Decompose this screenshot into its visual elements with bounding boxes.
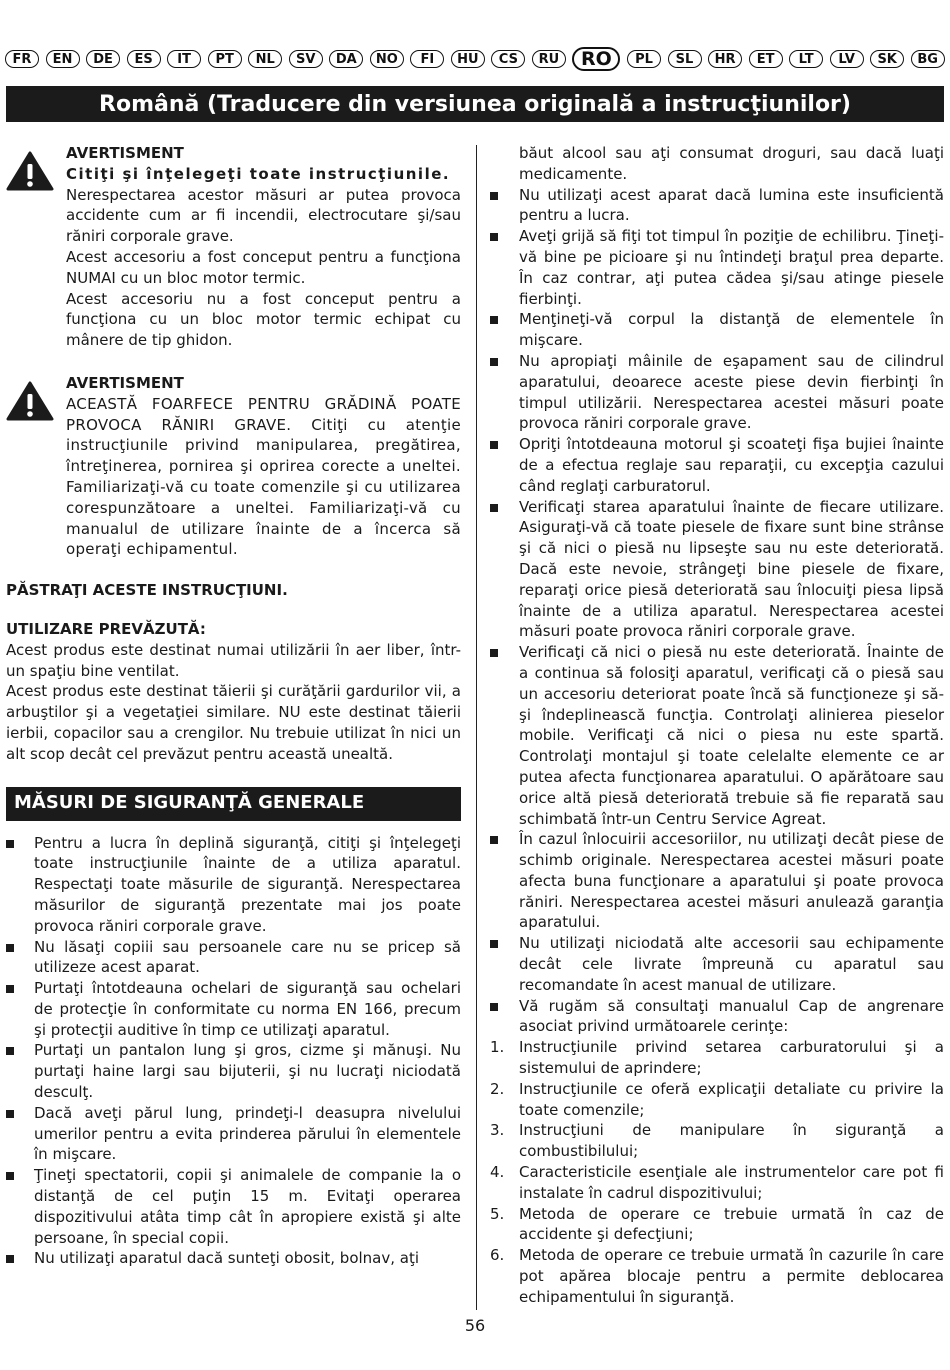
language-bar: [5, 47, 945, 71]
numbered-item: [490, 1245, 944, 1307]
numbered-text: Instrucţiuni de manipulare în siguranţă a combustibilului;: [519, 1121, 944, 1161]
page-title: Română (Traducere din versiunea originală a instrucţiunilor): [6, 86, 944, 122]
bullet-item: [490, 434, 944, 496]
bullet-text: Vă rugăm să consultaţi manualul Cap de angrenare asociat privind următoarele cerinţe:: [519, 996, 944, 1036]
bullet-text: În cazul înlocuirii accesoriilor, nu utilizaţi decât piese de schimb originale. Nerespectarea acestei măsuri poate afecta buna funcţionare a aparatului şi poate provoca răniri. Nerespectarea acestei măsuri anulează garanţia aparatului.: [519, 830, 944, 932]
bullet-item: [6, 1248, 461, 1269]
item-number: 4.: [490, 1163, 505, 1182]
left-column: [6, 143, 461, 1269]
bullet-item: [490, 309, 944, 351]
bullet-text: Nu utilizaţi acest aparat dacă lumina este insuficientă pentru a lucra.: [519, 185, 944, 225]
bullet-text: Purtaţi întotdeauna ochelari de siguranţă sau ochelari de protecţie în conformitate cu norma EN 166, precum şi protecţii auditive în timp ce utilizaţi aparatul.: [34, 979, 461, 1039]
bullet-text: Nu apropiaţi mâinile de eşapament sau de cilindrul aparatului, deoarece aceste piese devin fierbinţi în timpul utilizării. Nerespectarea acestei măsuri poate provoca răniri corporale grave.: [519, 351, 944, 433]
page-number: 56: [464, 1316, 486, 1335]
bullet-text: Verificaţi că nici o piesă nu este deteriorată. Înainte de a continua să folosiţi aparatul, verificaţi că o piesă sau un accesoriu deteriorat poate încă să funcţioneze şi să-şi îndeplinească funcţia. Controlaţi alinierea pieselor mobile. Verificaţi că nici o piesa nu este spartă. Controlaţi montajul şi toate celelalte elemente ce ar putea afecta funcţionarea aparatului. O apărătoare sau orice altă piesă deteriorată trebuie să fie reparată sau schimbată într-un Centru Service Agreat.: [519, 643, 944, 828]
right-column: [490, 143, 944, 1308]
numbered-text: Instrucţiunile ce oferă explicaţii detaliate cu privire la toate comenzile;: [519, 1079, 944, 1119]
warning-2-title: AVERTISMENT: [66, 373, 184, 392]
bullet-item: [6, 978, 461, 1040]
language-tab-it[interactable]: IT: [167, 50, 201, 68]
language-tab-fr[interactable]: FR: [5, 50, 39, 68]
intended-use-p2: Acest produs este destinat tăierii şi curăţării gardurilor vii, a arbuştilor şi a vegetaţiei similare. NU este destinat tăierii ierbii, copacilor sau a crengilor. Nu trebuie utilizat în nici un alt scop decât cel prevăzut pentru această unealtă.: [6, 682, 461, 763]
bullet-item: [490, 829, 944, 933]
numbered-item: [490, 1079, 944, 1121]
square-bullet-icon: [490, 642, 519, 829]
square-bullet-icon: [6, 1040, 34, 1102]
bullet-text: Nu lăsaţi copiii sau persoanele care nu se pricep să utilizeze acest aparat.: [34, 937, 461, 977]
square-bullet-icon: [490, 829, 519, 933]
section-heading: MĂSURI DE SIGURANŢĂ GENERALE: [6, 787, 461, 821]
language-tab-bg[interactable]: BG: [911, 50, 945, 68]
bullet-text: Opriţi întotdeauna motorul şi scoateţi fişa bujiei înainte de a efectua reglaje sau reparaţii, cu excepţia cazului când reglaţi carburatorul.: [519, 435, 944, 495]
bullet-item: [490, 996, 944, 1038]
bullet-item: [6, 937, 461, 979]
bullet-text: Menţineţi-vă corpul la distanţă de elementele în mişcare.: [519, 310, 944, 350]
language-tab-hr[interactable]: HR: [708, 50, 742, 68]
language-tab-sv[interactable]: SV: [289, 50, 323, 68]
bullet-item: [6, 833, 461, 937]
warning-1-bold-line: Citiţi şi înţelegeţi toate instrucţiunile.: [66, 164, 451, 183]
square-bullet-icon: [6, 937, 34, 979]
bullet-text: Pentru a lucra în deplină siguranţă, citiţi şi înţelegeţi toate instrucţiunile înainte de a utiliza aparatul. Respectaţi toate măsurile de siguranţă. Nerespectarea măsurilor de siguranţă prezentate mai jos poate provoca răniri corporale grave.: [34, 833, 461, 935]
language-tab-cs[interactable]: CS: [491, 50, 525, 68]
language-tab-sl[interactable]: SL: [668, 50, 702, 68]
language-tab-fi[interactable]: FI: [410, 50, 444, 68]
bullet-item: [490, 497, 944, 643]
item-number: 1.: [490, 1038, 505, 1057]
language-tab-no[interactable]: NO: [370, 50, 404, 68]
language-tab-lv[interactable]: LV: [830, 50, 864, 68]
language-tab-de[interactable]: DE: [86, 50, 120, 68]
bullet-text: Purtaţi un pantalon lung şi gros, cizme şi mănuşi. Nu purtaţi haine largi sau bijuterii, şi nu lucraţi niciodată desculţ.: [34, 1041, 461, 1102]
square-bullet-icon: [6, 978, 34, 1040]
language-tab-pt[interactable]: PT: [208, 50, 242, 68]
bullet-text: Aveţi grijă să fiţi tot timpul în poziţie de echilibru. Ţineţi-vă bine pe picioare şi nu întindeţi braţul prea departe. În caz contrar, aţi putea cădea şi/sau atinge piesele fierbinţi.: [519, 227, 944, 308]
bullet-item: [6, 1165, 461, 1248]
item-number: 2.: [490, 1079, 505, 1098]
bullet-text: Ţineţi spectatorii, copii şi animalele de companie la o distanţă de cel puţin 15 m. Evitaţi operarea dispozitivului atâta timp cât în apropiere există şi alte persoane, în special copii.: [34, 1166, 461, 1247]
language-tab-et[interactable]: ET: [749, 50, 783, 68]
square-bullet-icon: [6, 1103, 34, 1165]
language-tab-en[interactable]: EN: [46, 50, 80, 68]
bullet-text: Verificaţi starea aparatului înainte de fiecare utilizare. Asiguraţi-vă că toate piesele de fixare sunt bine strânse şi că nici o piesă nu lipseşte sau nu este deteriorată. Dacă este nevoie, strângeţi bine piesele de fixare, reparaţi orice piesă deteriorată sau înlocuiţi piesa lipsă înainte de a utiliza aparatul. Nerespectarea acestei măsuri poate provoca răniri corporale grave.: [519, 497, 944, 641]
warning-2-body: ACEASTĂ FOARFECE PENTRU GRĂDINĂ POATE PROVOCA RĂNIRI GRAVE. Citiţi cu atenţie instrucţiunile privind manipularea, pregătirea, întreţinerea, pornirea şi oprirea corecte a uneltei. Familiarizaţi-vă cu toate comenzile şi cu utilizarea corespunzătoare a uneltei. Familiarizaţi-vă cu manualul de utilizare înainte de a încerca să operaţi echipamentul.: [66, 394, 461, 559]
square-bullet-icon: [6, 1165, 34, 1248]
warning-1-p1: Nerespectarea acestor măsuri ar putea provoca accidente cum ar fi incendii, electrocutare şi/sau răniri corporale grave.: [66, 185, 461, 246]
warning-1-p3: Acest accesoriu nu a fost conceput pentru a funcţiona cu un bloc motor termic echipat cu mânere de tip ghidon.: [66, 289, 461, 350]
warning-1-title: AVERTISMENT: [66, 144, 184, 162]
warning-block-2: [6, 373, 461, 560]
language-tab-pl[interactable]: PL: [627, 50, 661, 68]
numbered-text: Caracteristicile esenţiale ale instrumentelor care pot fi instalate în cadrul dispozitivului;: [519, 1163, 944, 1202]
warning-2-text: [66, 373, 461, 560]
square-bullet-icon: [490, 226, 519, 309]
square-bullet-icon: [490, 309, 519, 351]
bullet-item: [490, 642, 944, 829]
square-bullet-icon: [490, 351, 519, 434]
numbered-text: Metoda de operare ce trebuie urmată în caz de accidente şi defecţiuni;: [519, 1204, 944, 1244]
numbered-list: [490, 1037, 944, 1307]
bullet-item: [490, 933, 944, 995]
item-number: 3.: [490, 1121, 505, 1140]
keep-instructions: PĂSTRAŢI ACESTE INSTRUCŢIUNI.: [6, 581, 288, 600]
warning-1-p2: Acest accesoriu a fost conceput pentru a funcţiona NUMAI cu un bloc motor termic.: [66, 247, 461, 287]
item-number: 6.: [490, 1246, 505, 1265]
numbered-item: [490, 1162, 944, 1204]
warning-block-1: [6, 143, 461, 351]
language-tab-da[interactable]: DA: [329, 50, 363, 68]
square-bullet-icon: [490, 497, 519, 643]
bullet-text: Dacă aveţi părul lung, prindeţi-l deasupra nivelului umerilor pentru a evita prinderea părului în elementele în mişcare.: [34, 1103, 461, 1164]
language-tab-ru[interactable]: RU: [532, 50, 566, 68]
column-divider: [476, 145, 477, 1310]
warning-1-text: [66, 143, 461, 351]
language-tab-sk[interactable]: SK: [870, 50, 904, 68]
bullet-text: Nu utilizaţi aparatul dacă sunteţi obosit, bolnav, aţi: [34, 1249, 420, 1268]
bullet-item: [490, 185, 944, 227]
language-tab-es[interactable]: ES: [127, 50, 161, 68]
bullet-item: [6, 1040, 461, 1102]
bullet-item: [490, 226, 944, 309]
square-bullet-icon: [490, 933, 519, 995]
continuation-item: [490, 143, 944, 185]
item-number: 5.: [490, 1204, 505, 1223]
language-tab-lt[interactable]: LT: [789, 50, 823, 68]
square-bullet-icon: [6, 1248, 34, 1269]
intended-use-heading: UTILIZARE PREVĂZUTĂ:: [6, 619, 206, 638]
left-bullet-list: [6, 833, 461, 1270]
language-tab-nl[interactable]: NL: [248, 50, 282, 68]
square-bullet-icon: [6, 833, 34, 937]
numbered-item: [490, 1120, 944, 1162]
bullet-item: [6, 1103, 461, 1165]
numbered-text: Metoda de operare ce trebuie urmată în cazurile în care pot apărea blocaje pentru a permite deblocarea echipamentului în siguranţă.: [519, 1246, 944, 1306]
square-bullet-icon: [490, 434, 519, 496]
square-bullet-icon: [490, 185, 519, 227]
numbered-item: [490, 1037, 944, 1079]
numbered-item: [490, 1204, 944, 1246]
language-tab-hu[interactable]: HU: [451, 50, 485, 68]
bullet-item: [490, 351, 944, 434]
intended-use-p1: Acest produs este destinat numai utilizării în aer liber, într-un spaţiu bine ventilat.: [6, 640, 461, 680]
language-tab-ro[interactable]: RO: [572, 47, 620, 71]
numbered-text: Instrucţiunile privind setarea carburatorului şi a sistemului de aprindere;: [519, 1038, 944, 1078]
continuation-text: băut alcool sau aţi consumat droguri, sau dacă luaţi medicamente.: [519, 144, 944, 183]
square-bullet-icon: [490, 996, 519, 1038]
right-bullet-list: [490, 185, 944, 1038]
warning-triangle-icon: [6, 373, 66, 560]
bullet-text: Nu utilizaţi niciodată alte accesorii sau echipamente decât cele livrate împreună cu aparatul sau recomandate în acest manual de utilizare.: [519, 934, 944, 994]
warning-triangle-icon: [6, 143, 66, 351]
